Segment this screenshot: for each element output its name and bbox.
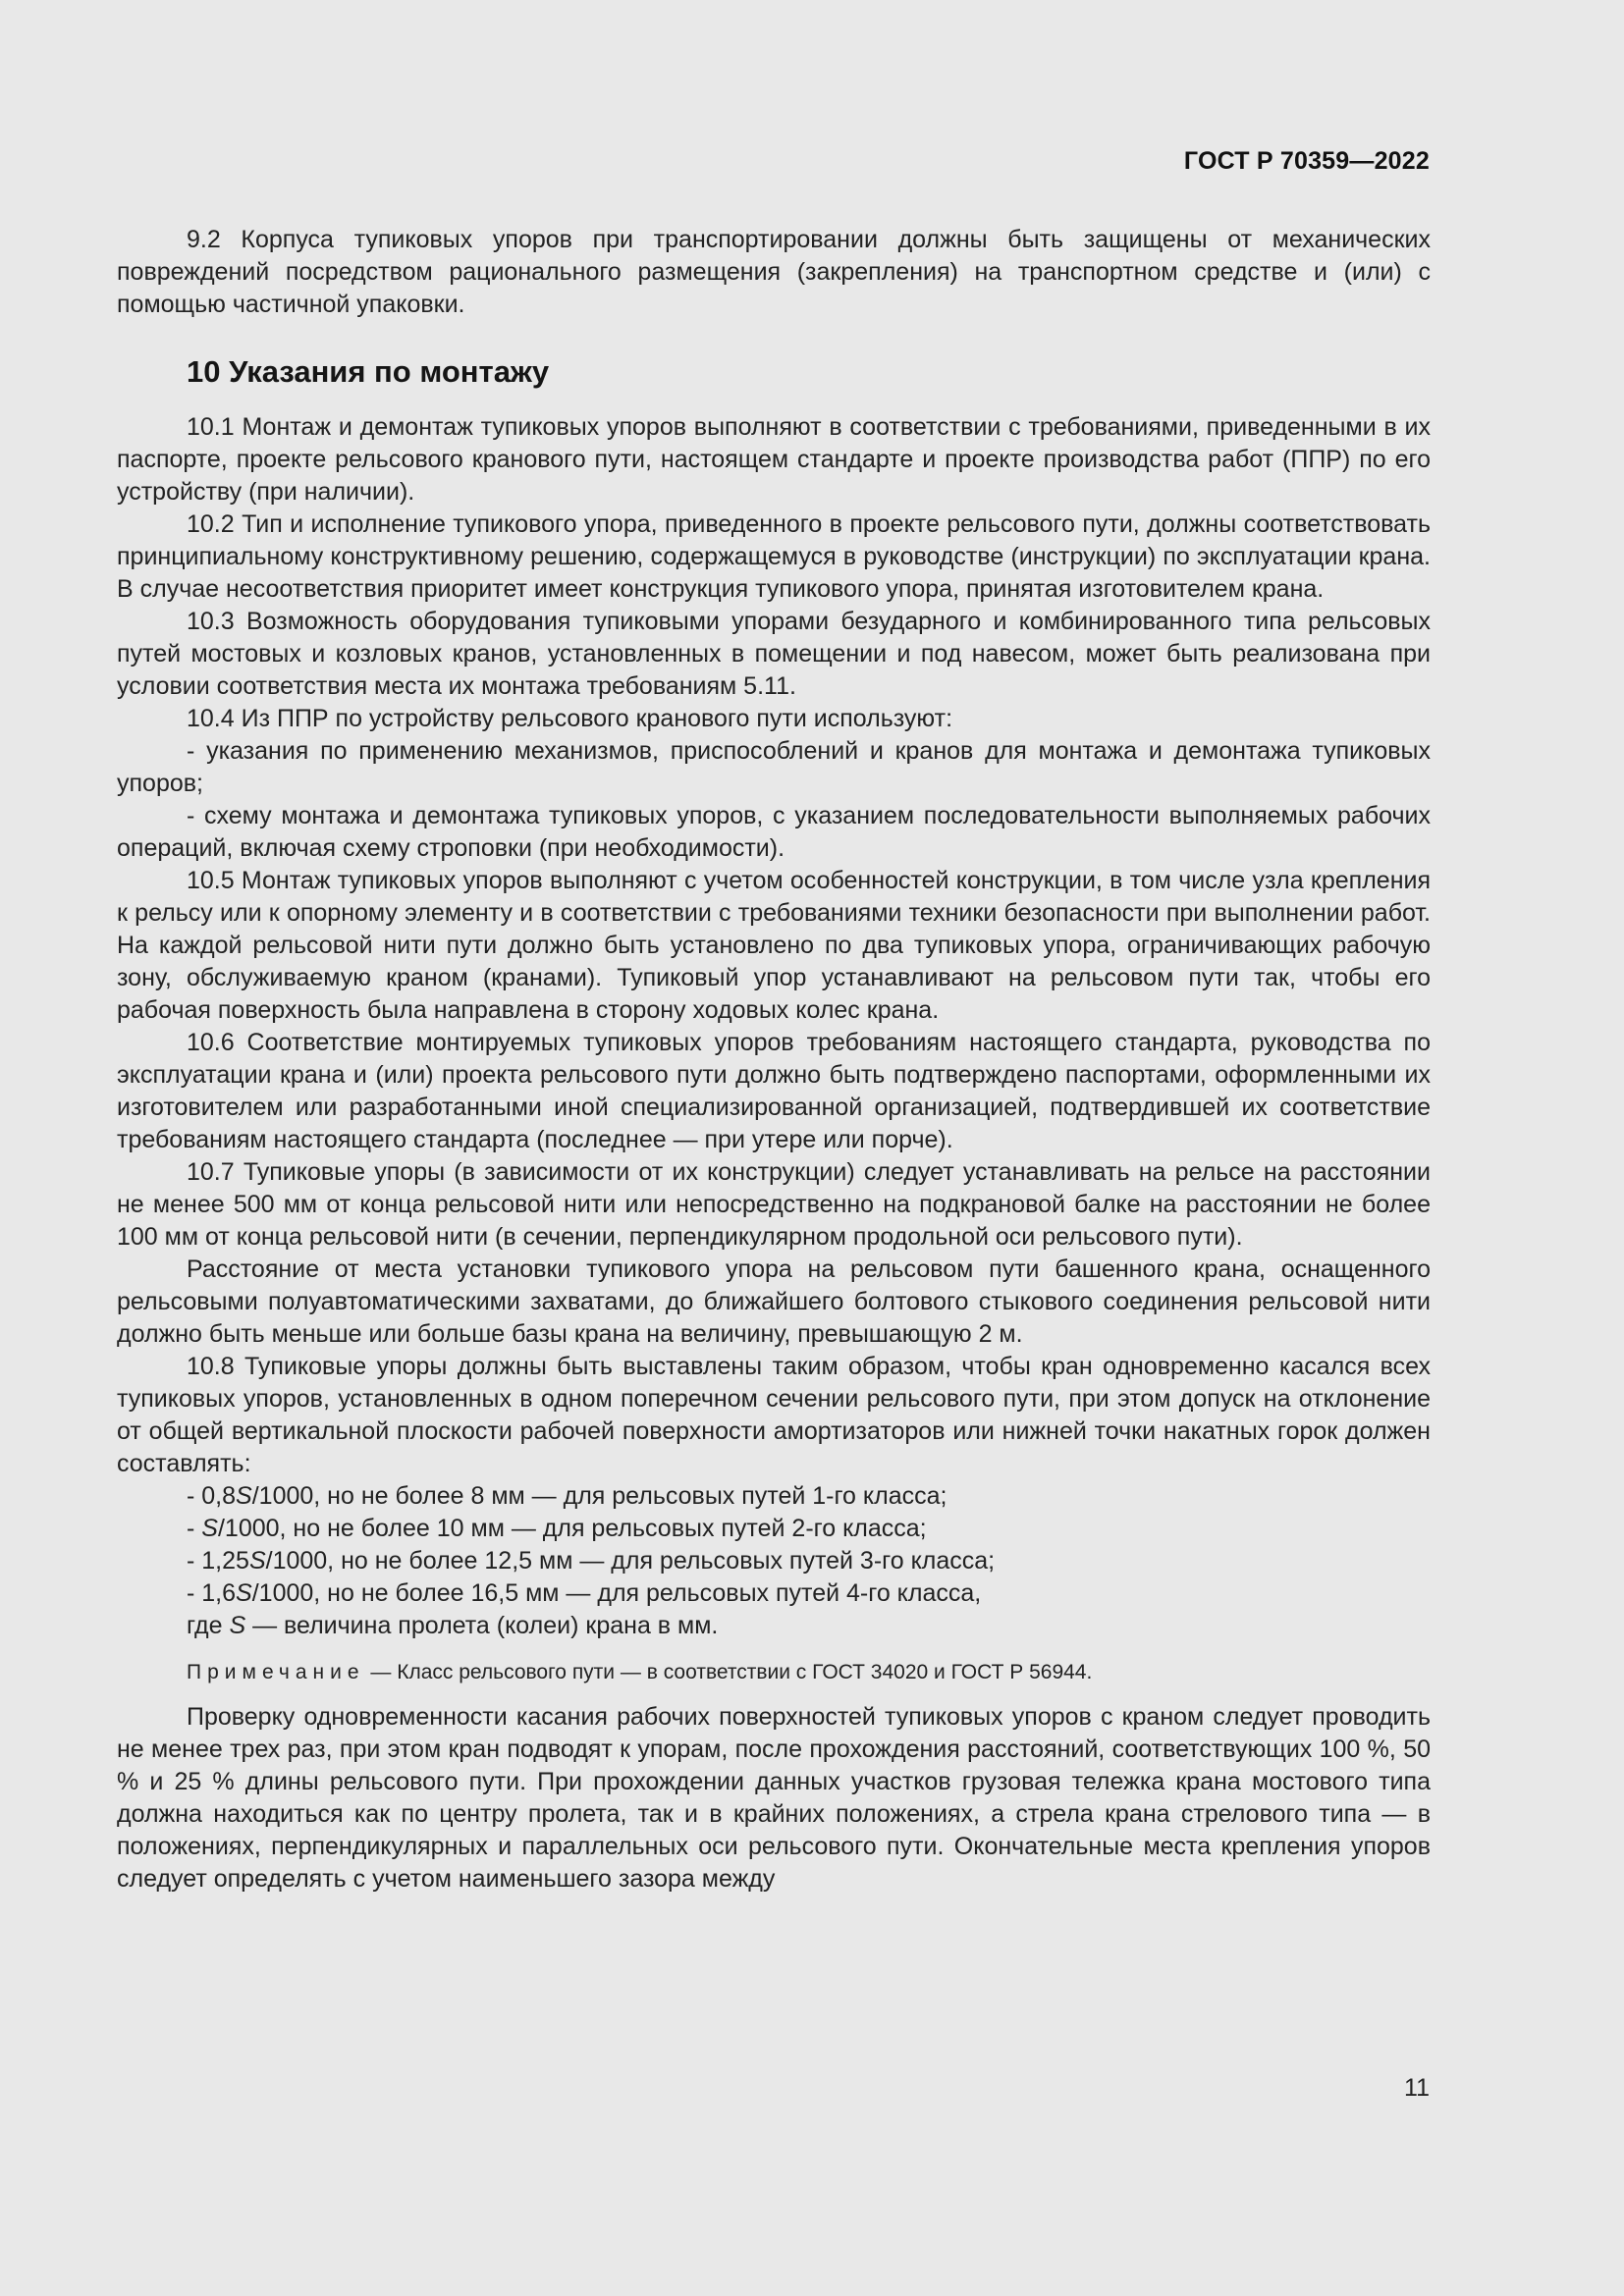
document-body (117, 224, 1431, 1896)
paragraph-9-2: 9.2 Корпуса тупиковых упоров при транспортировании должны быть защищены от механических повреждений посредством рационального размещения (закрепления) на транспортном средстве и (или) с помощью частичной упаковки. (117, 226, 1431, 318)
paragraph-10-1: 10.1 Монтаж и демонтаж тупиковых упоров выполняют в соответствии с требованиями, приведенными в их паспорте, проекте рельсового кранового пути, настоящем стандарте и проекте производства работ (ППР) по его устройству (при наличии). (117, 413, 1431, 506)
list-item-10-4-b: - схему монтажа и демонтажа тупиковых упоров, с указанием последовательности выполняемых рабочих операций, включая схему строповки (при необходимости). (117, 802, 1431, 862)
note-label: Примечание (187, 1661, 365, 1683)
page-number: 11 (1404, 2074, 1430, 2102)
paragraph-verification: Проверку одновременности касания рабочих поверхностей тупиковых упоров с краном следует проводить не менее трех раз, при этом кран подводят к упорам, после прохождения расстояний, соответствующих 100 %, 50 % и 25 % длины рельсового пути. При прохождении данных участков грузовая тележка крана мостового типа должна находиться как по центру пролета, так и в крайних положениях, а стрела крана стрелового типа — в положениях, перпендикулярных и параллельных оси рельсового пути. Окончательные места крепления упоров следует определять с учетом наименьшего зазора между (117, 1703, 1431, 1893)
paragraph-10-7-continued: Расстояние от места установки тупикового упора на рельсовом пути башенного крана, оснащенного рельсовыми полуавтоматическими захватами, до ближайшего болтового стыкового соединения рельсовой нити должно быть меньше или больше базы крана на величину, превышающую 2 м. (117, 1255, 1431, 1348)
note (187, 1658, 1431, 1687)
variable-definition: где S — величина пролета (колеи) крана в мм. (187, 1612, 719, 1639)
paragraph-10-6: 10.6 Соответствие монтируемых тупиковых упоров требованиям настоящего стандарта, руководства по эксплуатации крана и (или) проекта рельсового пути должно быть подтверждено паспортами, оформленными их изготовителем или разработанными иной специализированной организацией, подтвердившей их соответствие требованиям настоящего стандарта (последнее — при утере или порче). (117, 1029, 1431, 1153)
paragraph-10-8: 10.8 Тупиковые упоры должны быть выставлены таким образом, чтобы кран одновременно касался всех тупиковых упоров, установленных в одном поперечном сечении рельсового пути, при этом допуск на отклонение от общей вертикальной плоскости рабочей поверхности амортизаторов или нижней точки накатных горок должен составлять: (117, 1353, 1431, 1477)
paragraph-10-2: 10.2 Тип и исполнение тупикового упора, приведенного в проекте рельсового пути, должны соответствовать принципиальному конструктивному решению, содержащемуся в руководстве (инструкции) по эксплуатации крана. В случае несоответствия приоритет имеет конструкция тупикового упора, принятая изготовителем крана. (117, 510, 1431, 603)
section-heading-10: 10 Указания по монтажу (187, 354, 550, 389)
tolerance-list-item: - 1,25S/1000, но не более 12,5 мм — для рельсовых путей 3-го класса; (187, 1547, 996, 1575)
paragraph-10-3: 10.3 Возможность оборудования тупиковыми упорами безударного и комбинированного типа рельсовых путей мостовых и козловых кранов, установленных в помещении и под навесом, может быть реализована при условии соответствия места их монтажа требованиям 5.11. (117, 608, 1431, 700)
list-item-10-4-a: - указания по применению механизмов, приспособлений и кранов для монтажа и демонтажа тупиковых упоров; (117, 737, 1431, 797)
paragraph-10-4: 10.4 Из ППР по устройству рельсового кранового пути используют: (187, 705, 953, 732)
note-text: — Класс рельсового пути — в соответствии с ГОСТ 34020 и ГОСТ Р 56944. (364, 1661, 1093, 1683)
tolerance-list-item: - S/1000, но не более 10 мм — для рельсовых путей 2-го класса; (187, 1515, 927, 1542)
paragraph-10-5: 10.5 Монтаж тупиковых упоров выполняют с учетом особенностей конструкции, в том числе узла крепления к рельсу или к опорному элементу и в соответствии с требованиями техники безопасности при выполнении работ. На каждой рельсовой нити пути должно быть установлено по два тупиковых упора, ограничивающих рабочую зону, обслуживаемую краном (кранами). Тупиковый упор устанавливают на рельсовом пути так, чтобы его рабочая поверхность была направлена в сторону ходовых колес крана. (117, 867, 1431, 1024)
paragraph-10-7: 10.7 Тупиковые упоры (в зависимости от их конструкции) следует устанавливать на рельсе на расстоянии не менее 500 мм от конца рельсовой нити или непосредственно на подкрановой балке на расстоянии не более 100 мм от конца рельсовой нити (в сечении, перпендикулярном продольной оси рельсового пути). (117, 1158, 1431, 1251)
document-code-header: ГОСТ Р 70359—2022 (1183, 147, 1430, 175)
tolerance-list-item: - 1,6S/1000, но не более 16,5 мм — для рельсовых путей 4-го класса, (187, 1579, 982, 1607)
tolerance-list-item: - 0,8S/1000, но не более 8 мм — для рельсовых путей 1-го класса; (187, 1482, 947, 1510)
